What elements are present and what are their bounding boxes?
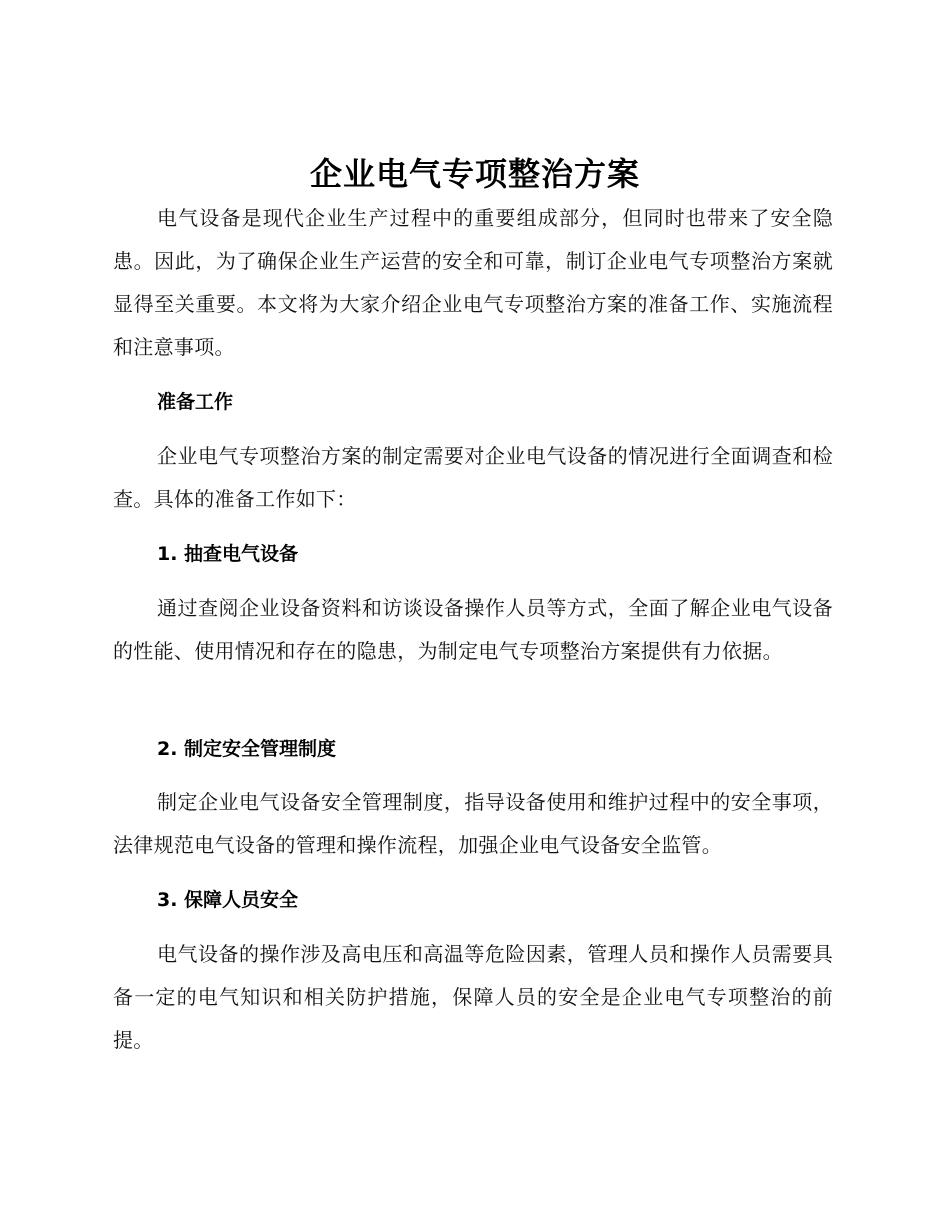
intro-paragraph: 电气设备是现代企业生产过程中的重要组成部分，但同时也带来了安全隐患。因此，为了确保企业生产运营的安全和可靠，制订企业电气专项整治方案就显得至关重要。本文将为大家介绍企业电气专项整治方案的准备工作、实施流程和注意事项。 bbox=[113, 206, 833, 359]
item-body-3: 电气设备的操作涉及高电压和高温等危险因素，管理人员和操作人员需要具备一定的电气知识和相关防护措施，保障人员的安全是企业电气专项整治的前提。 bbox=[113, 942, 833, 1052]
item-body-2: 制定企业电气设备安全管理制度，指导设备使用和维护过程中的安全事项，法律规范电气设备的管理和操作流程，加强企业电气设备安全监管。 bbox=[113, 790, 833, 857]
item-heading-3: 3. 保障人员安全 bbox=[157, 889, 299, 911]
document-title: 企业电气专项整治方案 bbox=[309, 155, 640, 193]
section-intro-paragraph: 企业电气专项整治方案的制定需要对企业电气设备的情况进行全面调查和检查。具体的准备工作如下： bbox=[113, 444, 833, 511]
item-heading-2: 2. 制定安全管理制度 bbox=[157, 738, 337, 760]
section-heading-preparation: 准备工作 bbox=[157, 391, 234, 413]
item-heading-1: 1. 抽查电气设备 bbox=[157, 543, 299, 565]
item-body-1: 通过查阅企业设备资料和访谈设备操作人员等方式，全面了解企业电气设备的性能、使用情况和存在的隐患，为制定电气专项整治方案提供有力依据。 bbox=[113, 596, 833, 663]
